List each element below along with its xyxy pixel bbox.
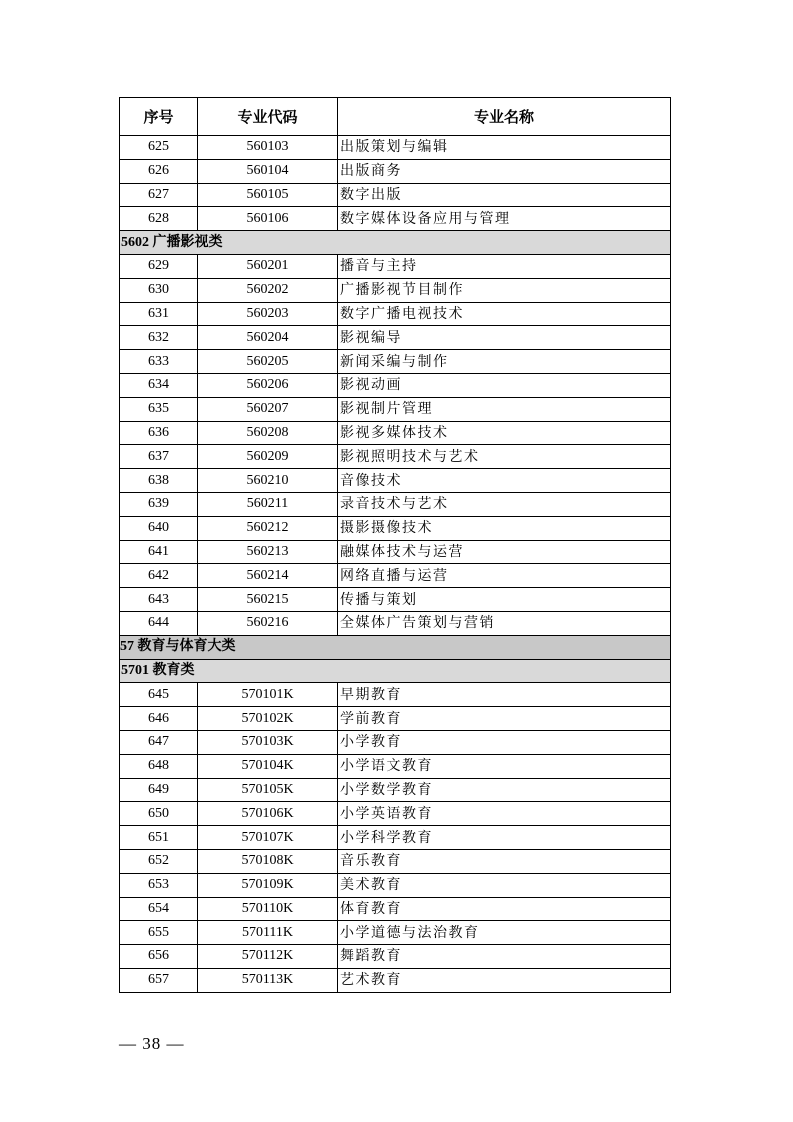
- row-code-cell: 560211: [198, 492, 338, 516]
- row-code-cell: 570104K: [198, 754, 338, 778]
- row-code-cell: 560202: [198, 278, 338, 302]
- row-index-cell: 642: [120, 564, 198, 588]
- row-name-cell: 小学语文教育: [338, 754, 671, 778]
- row-code-cell: 570105K: [198, 778, 338, 802]
- table-row: [120, 873, 671, 897]
- table-row: [120, 778, 671, 802]
- row-name-cell: 舞蹈教育: [338, 945, 671, 969]
- table-row: [120, 207, 671, 231]
- table-row: [120, 254, 671, 278]
- row-name-cell: 数字出版: [338, 183, 671, 207]
- table-row: [120, 921, 671, 945]
- table-row: [120, 897, 671, 921]
- row-code-cell: 560216: [198, 611, 338, 635]
- table-row: [120, 397, 671, 421]
- row-index-cell: 625: [120, 136, 198, 160]
- row-name-cell: 美术教育: [338, 873, 671, 897]
- row-code-cell: 570111K: [198, 921, 338, 945]
- row-index-cell: 637: [120, 445, 198, 469]
- category-heading-row: [120, 635, 671, 659]
- table-row: [120, 564, 671, 588]
- group-heading-row: [120, 659, 671, 683]
- row-index-cell: 628: [120, 207, 198, 231]
- table-row: [120, 183, 671, 207]
- row-code-cell: 570110K: [198, 897, 338, 921]
- table-row: [120, 326, 671, 350]
- row-name-cell: 全媒体广告策划与营销: [338, 611, 671, 635]
- row-name-cell: 数字广播电视技术: [338, 302, 671, 326]
- row-code-cell: 570101K: [198, 683, 338, 707]
- table-header: [120, 98, 671, 136]
- row-code-cell: 570102K: [198, 707, 338, 731]
- row-code-cell: 570108K: [198, 849, 338, 873]
- row-name-cell: 摄影摄像技术: [338, 516, 671, 540]
- table-row: [120, 707, 671, 731]
- row-index-cell: 655: [120, 921, 198, 945]
- row-name-cell: 影视照明技术与艺术: [338, 445, 671, 469]
- table-row: [120, 445, 671, 469]
- row-name-cell: 小学道德与法治教育: [338, 921, 671, 945]
- row-index-cell: 638: [120, 469, 198, 493]
- row-index-cell: 633: [120, 350, 198, 374]
- row-index-cell: 627: [120, 183, 198, 207]
- group-heading-row: [120, 231, 671, 255]
- table-row: [120, 730, 671, 754]
- header-name: 专业名称: [338, 98, 671, 136]
- row-name-cell: 体育教育: [338, 897, 671, 921]
- table-row: [120, 754, 671, 778]
- header-index: 序号: [120, 98, 198, 136]
- table-row: [120, 826, 671, 850]
- row-code-cell: 560207: [198, 397, 338, 421]
- row-name-cell: 学前教育: [338, 707, 671, 731]
- row-name-cell: 传播与策划: [338, 588, 671, 612]
- page-number: — 38 —: [119, 1034, 185, 1053]
- table-row: [120, 469, 671, 493]
- row-code-cell: 560204: [198, 326, 338, 350]
- row-name-cell: 艺术教育: [338, 968, 671, 992]
- row-index-cell: 641: [120, 540, 198, 564]
- row-code-cell: 560203: [198, 302, 338, 326]
- header-row: [120, 98, 671, 136]
- row-code-cell: 560206: [198, 373, 338, 397]
- row-index-cell: 626: [120, 159, 198, 183]
- row-index-cell: 639: [120, 492, 198, 516]
- row-code-cell: 560104: [198, 159, 338, 183]
- row-index-cell: 656: [120, 945, 198, 969]
- table-row: [120, 683, 671, 707]
- table-row: [120, 350, 671, 374]
- row-code-cell: 560213: [198, 540, 338, 564]
- row-index-cell: 643: [120, 588, 198, 612]
- header-code: 专业代码: [198, 98, 338, 136]
- row-index-cell: 654: [120, 897, 198, 921]
- row-code-cell: 560205: [198, 350, 338, 374]
- row-name-cell: 播音与主持: [338, 254, 671, 278]
- row-index-cell: 650: [120, 802, 198, 826]
- row-code-cell: 560215: [198, 588, 338, 612]
- row-code-cell: 560208: [198, 421, 338, 445]
- group-heading: 5602 广播影视类: [120, 231, 671, 255]
- table-row: [120, 492, 671, 516]
- row-index-cell: 644: [120, 611, 198, 635]
- row-name-cell: 广播影视节目制作: [338, 278, 671, 302]
- row-name-cell: 音乐教育: [338, 849, 671, 873]
- row-name-cell: 出版商务: [338, 159, 671, 183]
- row-index-cell: 631: [120, 302, 198, 326]
- table-row: [120, 588, 671, 612]
- table-row: [120, 421, 671, 445]
- row-code-cell: 560210: [198, 469, 338, 493]
- row-name-cell: 小学科学教育: [338, 826, 671, 850]
- row-code-cell: 570112K: [198, 945, 338, 969]
- row-index-cell: 630: [120, 278, 198, 302]
- row-name-cell: 网络直播与运营: [338, 564, 671, 588]
- row-name-cell: 出版策划与编辑: [338, 136, 671, 160]
- row-index-cell: 648: [120, 754, 198, 778]
- row-name-cell: 录音技术与艺术: [338, 492, 671, 516]
- table-row: [120, 136, 671, 160]
- row-index-cell: 647: [120, 730, 198, 754]
- row-code-cell: 570107K: [198, 826, 338, 850]
- row-name-cell: 新闻采编与制作: [338, 350, 671, 374]
- row-index-cell: 635: [120, 397, 198, 421]
- row-index-cell: 640: [120, 516, 198, 540]
- row-code-cell: 560103: [198, 136, 338, 160]
- row-name-cell: 小学数学教育: [338, 778, 671, 802]
- row-code-cell: 560214: [198, 564, 338, 588]
- row-name-cell: 小学英语教育: [338, 802, 671, 826]
- row-index-cell: 636: [120, 421, 198, 445]
- row-index-cell: 634: [120, 373, 198, 397]
- table-row: [120, 278, 671, 302]
- row-code-cell: 560212: [198, 516, 338, 540]
- row-index-cell: 646: [120, 707, 198, 731]
- table-row: [120, 540, 671, 564]
- table-row: [120, 611, 671, 635]
- row-index-cell: 645: [120, 683, 198, 707]
- row-code-cell: 570103K: [198, 730, 338, 754]
- row-index-cell: 657: [120, 968, 198, 992]
- row-code-cell: 570109K: [198, 873, 338, 897]
- major-catalog-table: [119, 97, 671, 993]
- row-name-cell: 影视动画: [338, 373, 671, 397]
- table-row: [120, 373, 671, 397]
- row-index-cell: 629: [120, 254, 198, 278]
- row-code-cell: 560106: [198, 207, 338, 231]
- row-code-cell: 560209: [198, 445, 338, 469]
- table-row: [120, 968, 671, 992]
- row-index-cell: 651: [120, 826, 198, 850]
- row-name-cell: 融媒体技术与运营: [338, 540, 671, 564]
- row-index-cell: 632: [120, 326, 198, 350]
- row-name-cell: 影视多媒体技术: [338, 421, 671, 445]
- row-name-cell: 早期教育: [338, 683, 671, 707]
- row-index-cell: 652: [120, 849, 198, 873]
- row-name-cell: 音像技术: [338, 469, 671, 493]
- row-code-cell: 570106K: [198, 802, 338, 826]
- row-name-cell: 小学教育: [338, 730, 671, 754]
- table-body: [120, 136, 671, 993]
- table-row: [120, 849, 671, 873]
- category-heading: 57 教育与体育大类: [120, 635, 671, 659]
- group-heading: 5701 教育类: [120, 659, 671, 683]
- table-row: [120, 159, 671, 183]
- row-code-cell: 560105: [198, 183, 338, 207]
- row-code-cell: 560201: [198, 254, 338, 278]
- table-row: [120, 516, 671, 540]
- row-name-cell: 影视制片管理: [338, 397, 671, 421]
- row-index-cell: 649: [120, 778, 198, 802]
- table-row: [120, 302, 671, 326]
- row-code-cell: 570113K: [198, 968, 338, 992]
- row-name-cell: 数字媒体设备应用与管理: [338, 207, 671, 231]
- row-name-cell: 影视编导: [338, 326, 671, 350]
- table-row: [120, 945, 671, 969]
- row-index-cell: 653: [120, 873, 198, 897]
- table-row: [120, 802, 671, 826]
